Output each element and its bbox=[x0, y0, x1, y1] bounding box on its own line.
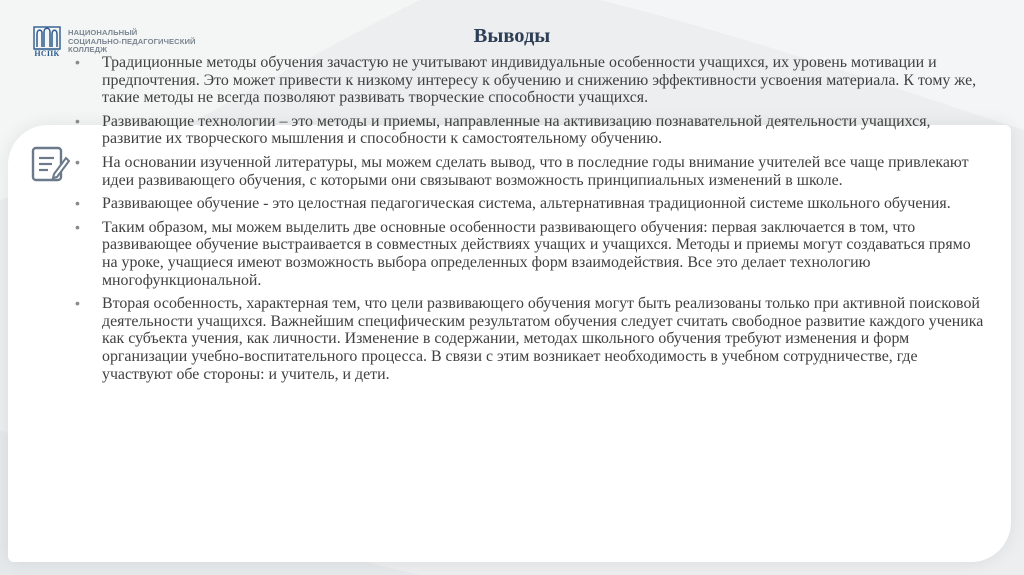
list-item-text: Развивающее обучение - это целостная педагогическая система, альтернативная традиционной системе школьного обучения. bbox=[102, 195, 951, 213]
page-title: Выводы bbox=[473, 25, 551, 47]
list-item bbox=[70, 219, 990, 289]
logo-line-2: СОЦИАЛЬНО-ПЕДАГОГИЧЕСКИЙ bbox=[68, 36, 196, 46]
list-item bbox=[70, 295, 990, 383]
list-item-text: На основании изученной литературы, мы можем сделать вывод, что в последние годы внимание учителей все чаще привлекают идеи развивающего обучения, с которыми они связывают возможность принципиальных изменений в школе. bbox=[102, 153, 969, 189]
list-item bbox=[70, 154, 990, 189]
bullet-list bbox=[70, 54, 990, 389]
bullet-marker: • bbox=[75, 54, 80, 70]
list-item bbox=[70, 54, 990, 107]
logo-abbreviation: НСПК bbox=[34, 49, 60, 58]
logo-line-3: КОЛЛЕДЖ bbox=[68, 45, 108, 55]
list-item-text: Вторая особенность, характерная тем, что цели развивающего обучения могут быть реализованы только при активной поисковой деятельности учащихся. Важнейшим специфическим результатом обучения следует считать свободное развитие каждого ученика как субъекта учения, как личности. Изменение в содержании, методах школьного обучения требуют изменения и форм организации учебно-воспитательного процесса. В связи с этим возникает необходимость в учебном сотрудничестве, где участвуют обе стороны: и учитель, и дети. bbox=[102, 295, 984, 383]
bullet-marker: • bbox=[75, 112, 80, 129]
bullet-marker: • bbox=[75, 295, 80, 312]
list-item bbox=[70, 195, 990, 213]
bullet-marker: • bbox=[75, 218, 80, 235]
bullet-marker: • bbox=[75, 153, 80, 170]
list-item-text: Развивающие технологии – это методы и приемы, направленные на активизацию познавательной деятельности учащихся, развитие их творческого мышления и способности к самостоятельному обучению. bbox=[102, 112, 931, 148]
document-edit-icon bbox=[30, 144, 70, 186]
logo-line-1: НАЦИОНАЛЬНЫЙ bbox=[68, 28, 138, 37]
list-item-text: Таким образом, мы можем выделить две основные особенности развивающего обучения: первая заключается в том, что развивающее обучение выстраивается в совместных действиях учащих и учащихся. Методы и приемы могут создаваться прямо на уроке, учащиеся имеют возможность выбора определенных форм взаимодействия. Все это делает технологию многофункциональной. bbox=[102, 218, 971, 289]
bullet-marker: • bbox=[75, 195, 80, 212]
list-item-text: Традиционные методы обучения зачастую не учитывают индивидуальные особенности учащихся, их уровень мотивации и предпочтения. Это может привести к низкому интересу к обучению и снижению эффективности усвоения материала. К тому же, такие методы не всегда позволяют развивать творческие способности учащихся. bbox=[102, 54, 977, 107]
list-item bbox=[70, 113, 990, 148]
